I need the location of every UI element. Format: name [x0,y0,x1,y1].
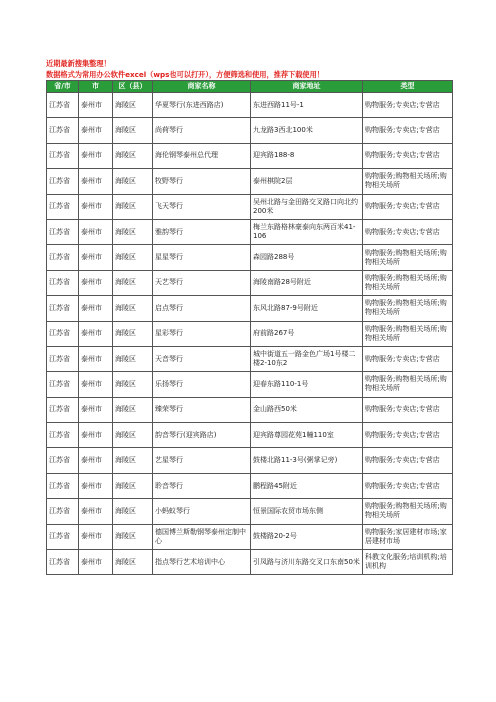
cell-merchant-name: 德国博兰斯勒钢琴泰州定制中心 [153,524,251,549]
cell-merchant-address: 恒景国际农贸市场东侧 [251,499,363,524]
cell-category: 购物服务;专卖店;专营店 [363,143,453,168]
column-header-district: 区（县） [113,81,153,93]
cell-merchant-address: 迎宾路尊园花苑1幢110室 [251,423,363,448]
cell-province: 江苏省 [47,524,79,549]
table-row [47,118,453,143]
cell-province: 江苏省 [47,270,79,295]
cell-merchant-name: 艺星琴行 [153,448,251,473]
cell-city: 泰州市 [79,93,113,118]
cell-merchant-name: 海伦钢琴泰州总代理 [153,143,251,168]
cell-merchant-address: 梅兰东路格林豪泰向东两百米41-106 [251,219,363,244]
cell-merchant-address: 泰州棋院2层 [251,169,363,194]
table-row [47,321,453,346]
cell-city: 泰州市 [79,372,113,397]
cell-district: 海陵区 [113,143,153,168]
cell-merchant-name: 天艺琴行 [153,270,251,295]
cell-city: 泰州市 [79,524,113,549]
cell-district: 海陵区 [113,550,153,575]
cell-merchant-name: 星星琴行 [153,245,251,270]
cell-merchant-name: 聆音琴行 [153,473,251,498]
cell-province: 江苏省 [47,93,79,118]
cell-district: 海陵区 [113,499,153,524]
cell-category: 购物服务;购物相关场所;购物相关场所 [363,245,453,270]
cell-city: 泰州市 [79,194,113,219]
table-header-row [47,81,453,93]
cell-district: 海陵区 [113,423,153,448]
cell-category: 购物服务;家居建材市场;家居建材市场 [363,524,453,549]
cell-merchant-name: 指点琴行艺术培训中心 [153,550,251,575]
cell-category: 购物服务;购物相关场所;购物相关场所 [363,321,453,346]
table-row [47,524,453,549]
table-row [47,245,453,270]
cell-merchant-name: 小蚂蚁琴行 [153,499,251,524]
cell-province: 江苏省 [47,448,79,473]
cell-city: 泰州市 [79,219,113,244]
cell-merchant-address: 鹏程路45附近 [251,473,363,498]
cell-category: 购物服务;专卖店;专营店 [363,219,453,244]
cell-district: 海陵区 [113,270,153,295]
cell-merchant-name: 华夏琴行(东进西路店) [153,93,251,118]
cell-province: 江苏省 [47,423,79,448]
cell-district: 海陵区 [113,169,153,194]
cell-merchant-name: 雅韵琴行 [153,219,251,244]
table-row [47,473,453,498]
cell-province: 江苏省 [47,397,79,422]
column-header-merchant-address: 商家地址 [251,81,363,93]
cell-merchant-address: 森园路288号 [251,245,363,270]
cell-district: 海陵区 [113,448,153,473]
cell-category: 购物服务;购物相关场所;购物相关场所 [363,296,453,321]
cell-district: 海陵区 [113,524,153,549]
cell-province: 江苏省 [47,346,79,371]
cell-merchant-name: 韵音琴行(迎宾路店) [153,423,251,448]
cell-merchant-name: 启点琴行 [153,296,251,321]
cell-province: 江苏省 [47,194,79,219]
cell-district: 海陵区 [113,245,153,270]
cell-province: 江苏省 [47,219,79,244]
cell-city: 泰州市 [79,270,113,295]
cell-province: 江苏省 [47,296,79,321]
cell-city: 泰州市 [79,245,113,270]
column-header-city: 市 [79,81,113,93]
table-row [47,346,453,371]
cell-province: 江苏省 [47,372,79,397]
cell-district: 海陵区 [113,296,153,321]
cell-merchant-address: 鼓楼北路11-3号(粥掌记旁) [251,448,363,473]
table-row [47,372,453,397]
cell-category: 购物服务;专卖店;专营店 [363,93,453,118]
cell-city: 泰州市 [79,423,113,448]
column-header-province: 省/市 [47,81,79,93]
notice-line-1: 近期最新搜集整理！ [46,59,111,68]
cell-city: 泰州市 [79,473,113,498]
document-page [46,58,452,575]
table-row [47,550,453,575]
cell-district: 海陵区 [113,118,153,143]
cell-merchant-address: 府前路267号 [251,321,363,346]
cell-district: 海陵区 [113,372,153,397]
cell-category: 购物服务;购物相关场所;购物相关场所 [363,270,453,295]
column-header-merchant-name: 商家名称 [153,81,251,93]
cell-merchant-name: 天音琴行 [153,346,251,371]
cell-merchant-name: 尚荷琴行 [153,118,251,143]
cell-city: 泰州市 [79,550,113,575]
table-row [47,448,453,473]
cell-merchant-address: 引凤路与济川东路交叉口东南50米 [251,550,363,575]
merchant-table [46,80,453,575]
table-row [47,423,453,448]
cell-province: 江苏省 [47,118,79,143]
cell-merchant-name: 臻荣琴行 [153,397,251,422]
table-row [47,169,453,194]
cell-province: 江苏省 [47,143,79,168]
cell-category: 购物服务;购物相关场所;购物相关场所 [363,499,453,524]
column-header-category: 类型 [363,81,453,93]
cell-merchant-address: 金山路西50米 [251,397,363,422]
cell-category: 购物服务;专卖店;专营店 [363,346,453,371]
cell-merchant-address: 东进西路11号-1 [251,93,363,118]
cell-merchant-address: 九龙路3西北100米 [251,118,363,143]
cell-merchant-name: 星彩琴行 [153,321,251,346]
table-row [47,194,453,219]
cell-province: 江苏省 [47,473,79,498]
cell-category: 购物服务;专卖店;专营店 [363,448,453,473]
cell-city: 泰州市 [79,169,113,194]
cell-merchant-name: 牧野琴行 [153,169,251,194]
cell-city: 泰州市 [79,118,113,143]
cell-province: 江苏省 [47,550,79,575]
table-row [47,143,453,168]
cell-category: 购物服务;专卖店;专营店 [363,118,453,143]
cell-district: 海陵区 [113,346,153,371]
cell-merchant-address: 迎春东路110-1号 [251,372,363,397]
cell-category: 购物服务;购物相关场所;购物相关场所 [363,372,453,397]
cell-district: 海陵区 [113,397,153,422]
cell-city: 泰州市 [79,296,113,321]
table-row [47,219,453,244]
table-row [47,397,453,422]
cell-category: 购物服务;专卖店;专营店 [363,423,453,448]
cell-merchant-address: 迎宾路188-8 [251,143,363,168]
cell-merchant-address: 海陵南路28号附近 [251,270,363,295]
cell-city: 泰州市 [79,321,113,346]
table-row [47,296,453,321]
cell-merchant-address: 东风北路87-9号附近 [251,296,363,321]
cell-merchant-address: 鼓楼路20-2号 [251,524,363,549]
cell-city: 泰州市 [79,346,113,371]
cell-district: 海陵区 [113,194,153,219]
cell-district: 海陵区 [113,219,153,244]
cell-merchant-name: 飞天琴行 [153,194,251,219]
cell-merchant-name: 乐扬琴行 [153,372,251,397]
cell-city: 泰州市 [79,143,113,168]
notice-line-2: 数据格式为常用办公软件excel（wps也可以打开），方便筛选和使用，推荐下载使用！ [46,70,324,79]
cell-province: 江苏省 [47,169,79,194]
cell-province: 江苏省 [47,321,79,346]
cell-category: 购物服务;专卖店;专营店 [363,397,453,422]
cell-district: 海陵区 [113,321,153,346]
cell-merchant-address: 城中街道五一路金色广场1号楼二楼2-10东2 [251,346,363,371]
cell-category: 购物服务;专卖店;专营店 [363,194,453,219]
cell-province: 江苏省 [47,245,79,270]
table-row [47,499,453,524]
cell-category: 购物服务;专卖店;专营店 [363,473,453,498]
cell-city: 泰州市 [79,448,113,473]
cell-city: 泰州市 [79,499,113,524]
table-body [47,93,453,575]
table-row [47,270,453,295]
cell-district: 海陵区 [113,473,153,498]
table-row [47,93,453,118]
cell-city: 泰州市 [79,397,113,422]
cell-district: 海陵区 [113,93,153,118]
cell-category: 科教文化服务;培训机构;培训机构 [363,550,453,575]
cell-merchant-address: 吴州北路与金田路交叉路口向北约200米 [251,194,363,219]
cell-category: 购物服务;购物相关场所;购物相关场所 [363,169,453,194]
cell-province: 江苏省 [47,499,79,524]
